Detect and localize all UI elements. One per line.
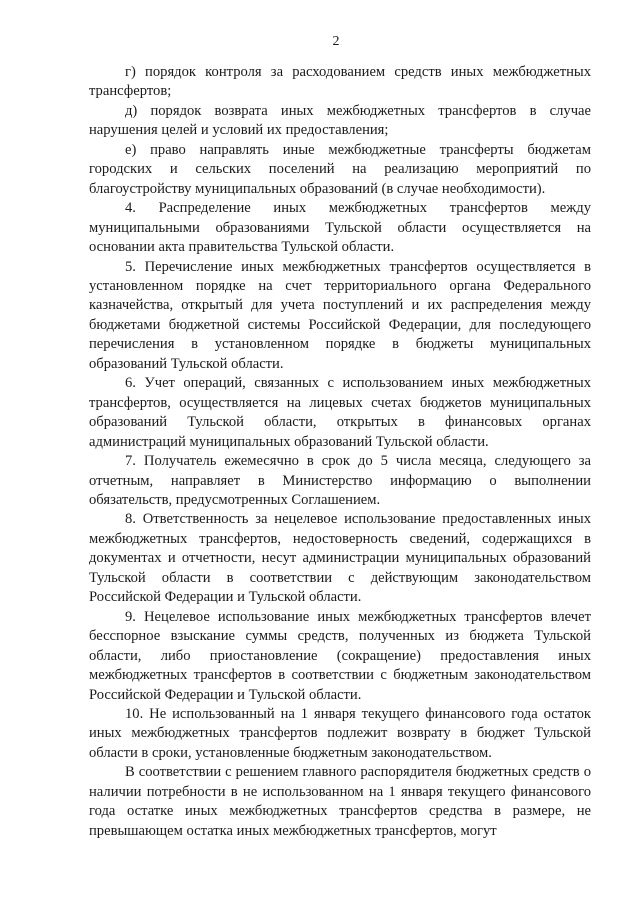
paragraph-clause-10: 10. Не использованный на 1 января текущего финансового года остаток иных межбюджетных трансфертов подлежит возврату в бюджет Тульской области в сроки, установленные бюджетным законодательством. [89,705,591,761]
paragraph-clause-8: 8. Ответственность за нецелевое использование предоставленных иных межбюджетных трансфертов, недостоверность сведений, содержащихся в документах и отчетности, несут администрации муниципальных образований Тульской области в соответствии с действующим законодательством Российской Федерации и Тульской области. [89,511,591,606]
paragraph-clause-9: 9. Нецелевое использование иных межбюджетных трансфертов влечет бесспорное взыскание суммы средств, полученных из бюджета Тульской области, либо приостановление (сокращение) предоставления иных межбюджетных трансфертов в соответствии с бюджетным законодательством Российской Федерации и Тульской области. [89,608,591,703]
paragraph-item-d: д) порядок возврата иных межбюджетных трансфертов в случае нарушения целей и условий их предоставления; [89,102,591,139]
paragraph-clause-4: 4. Распределение иных межбюджетных трансфертов между муниципальными образованиями Тульской области осуществляется на основании акта правительства Тульской области. [89,200,591,256]
document-body [89,63,591,841]
paragraph-clause-7: 7. Получатель ежемесячно в срок до 5 числа месяца, следующего за отчетным, направляет в Министерство информацию о выполнении обязательств, предусмотренных Соглашением. [89,453,591,508]
paragraph-item-e: е) право направлять иные межбюджетные трансферты бюджетам городских и сельских поселений на реализацию мероприятий по благоустройству муниципальных образований (в случае необходимости). [89,141,591,197]
paragraph-clause-5: 5. Перечисление иных межбюджетных трансфертов осуществляется в установленном порядке на счет территориального органа Федерального казначейства, открытый для учета поступлений и их распределения между бюджетами бюджетной системы Российской Федерации, для последующего перечисления в установленном порядке в бюджеты муниципальных образований Тульской области. [89,258,591,372]
page-number: 2 [332,34,340,49]
paragraph-remainder-decision: В соответствии с решением главного распорядителя бюджетных средств о наличии потребности в не использованном на 1 января текущего финансового года остатке иных межбюджетных трансфертов средства в размере, не превышающем остатка иных межбюджетных трансфертов, могут [89,764,591,839]
paragraph-item-g: г) порядок контроля за расходованием средств иных межбюджетных трансфертов; [89,64,591,100]
paragraph-clause-6: 6. Учет операций, связанных с использованием иных межбюджетных трансфертов, осуществляется на лицевых счетах бюджетов муниципальных образований Тульской области, открытых в финансовых органах администраций муниципальных образований Тульской области. [89,375,591,450]
